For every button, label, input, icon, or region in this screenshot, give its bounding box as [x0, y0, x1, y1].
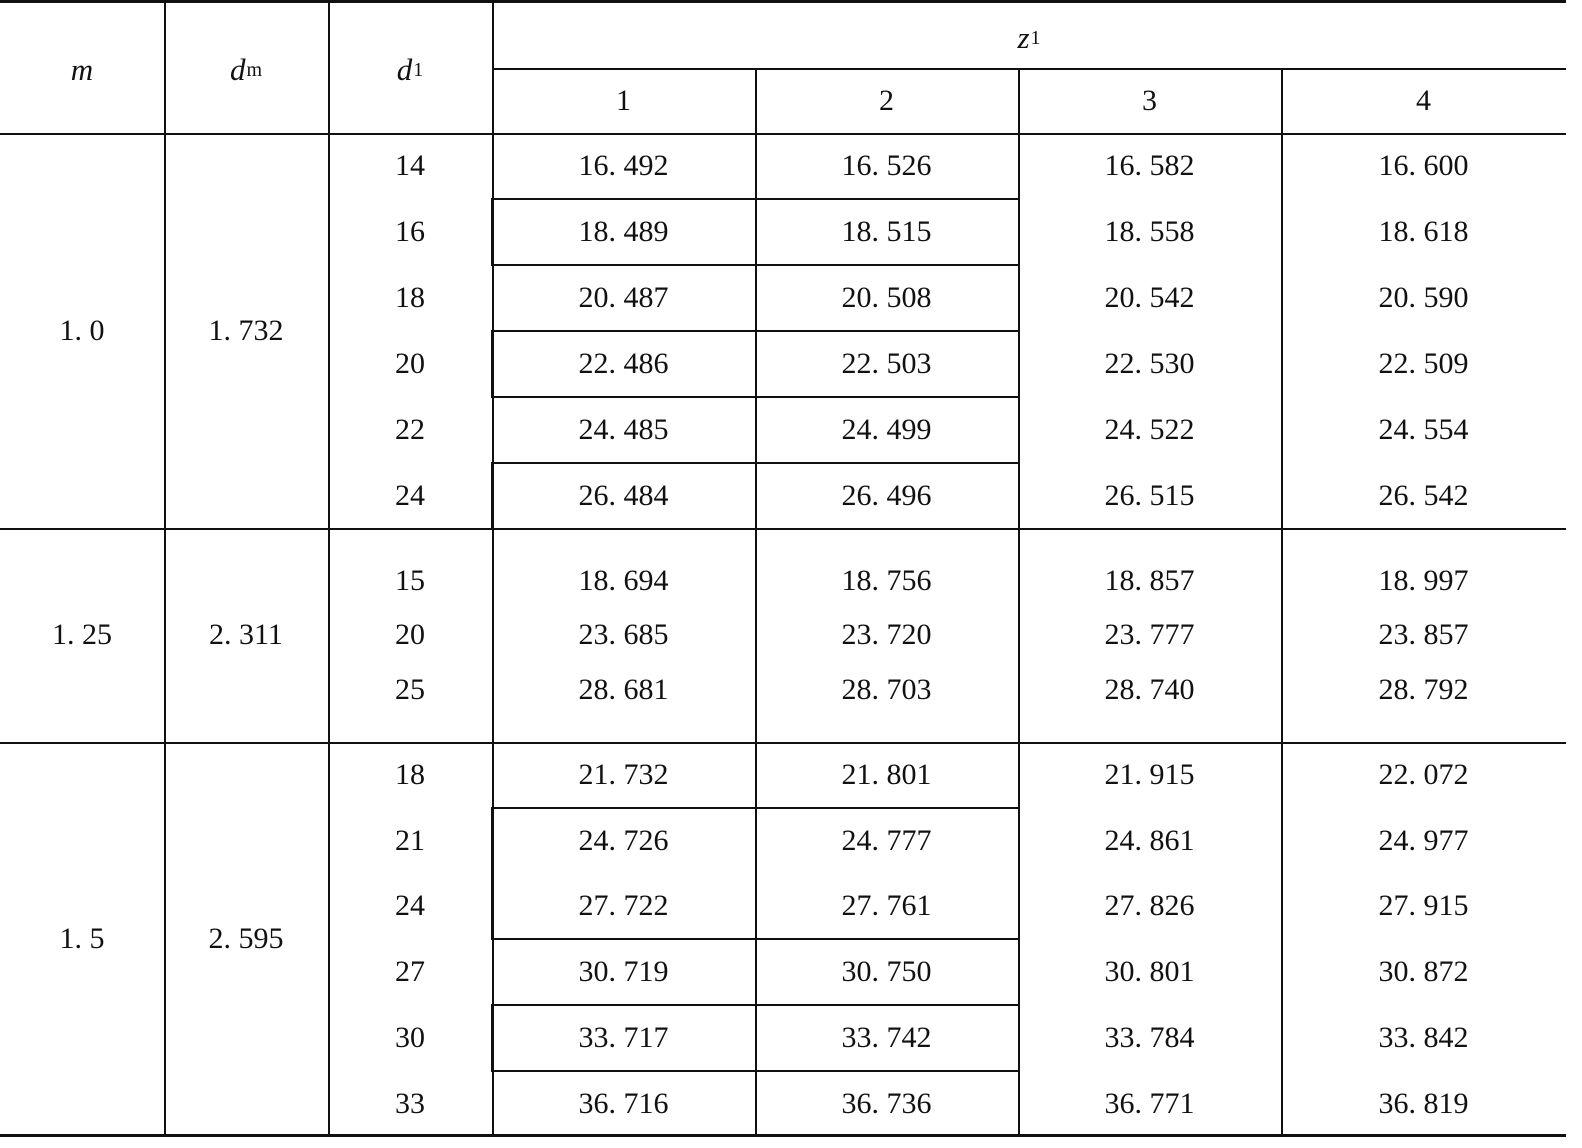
table-cell: 21. 801	[841, 758, 932, 791]
table-cell: 18. 694	[578, 564, 669, 597]
group-divider	[0, 742, 1566, 744]
table-cell: 28. 740	[1104, 673, 1195, 706]
table-cell: 24. 861	[1104, 824, 1195, 857]
z1-value-header: 4	[1416, 84, 1431, 117]
z1-value-header: 1	[616, 84, 631, 117]
header-bottom-rule	[0, 133, 1566, 135]
module-m-value: 1. 25	[52, 618, 112, 651]
dm-value: 2. 311	[209, 618, 283, 651]
top-rule	[0, 0, 1566, 3]
table-cell: 20. 508	[841, 281, 932, 314]
table-cell: 26. 542	[1378, 479, 1469, 512]
module-m-value: 1. 5	[59, 922, 105, 955]
d1-value: 24	[395, 479, 425, 512]
table-cell: 22. 072	[1378, 758, 1469, 791]
table-cell: 26. 484	[578, 479, 669, 512]
table-cell: 23. 685	[578, 618, 669, 651]
z1-value-header: 2	[879, 84, 894, 117]
table-cell: 27. 915	[1378, 889, 1469, 922]
table-cell: 21. 915	[1104, 758, 1195, 791]
d1-value: 33	[395, 1087, 425, 1120]
table-cell: 33. 842	[1378, 1021, 1469, 1054]
table-cell: 33. 742	[841, 1021, 932, 1054]
column-divider	[164, 3, 166, 1134]
table-cell: 28. 703	[841, 673, 932, 706]
table-cell: 24. 554	[1378, 413, 1469, 446]
table-cell: 33. 784	[1104, 1021, 1195, 1054]
table-cell: 27. 722	[578, 889, 669, 922]
table-cell: 18. 558	[1104, 215, 1195, 248]
table-cell: 18. 489	[578, 215, 669, 248]
table-cell: 18. 997	[1378, 564, 1469, 597]
table-cell: 21. 732	[578, 758, 669, 791]
table-cell: 26. 515	[1104, 479, 1195, 512]
d1-value: 20	[395, 618, 425, 651]
table-cell: 30. 872	[1378, 955, 1469, 988]
bottom-rule	[0, 1134, 1566, 1137]
d1-value: 18	[395, 281, 425, 314]
d1-value: 30	[395, 1021, 425, 1054]
table-cell: 22. 503	[841, 347, 932, 380]
table-cell: 36. 819	[1378, 1087, 1469, 1120]
table-cell: 20. 487	[578, 281, 669, 314]
header-m-symbol: m	[70, 52, 94, 87]
header-dm-subscript: m	[246, 58, 263, 81]
table-cell: 27. 826	[1104, 889, 1195, 922]
table-cell: 24. 522	[1104, 413, 1195, 446]
table-cell: 23. 777	[1104, 618, 1195, 651]
d1-value: 15	[395, 564, 425, 597]
header-d1	[328, 45, 492, 95]
table-cell: 28. 792	[1378, 673, 1469, 706]
d1-value: 22	[395, 413, 425, 446]
module-m-value: 1. 0	[59, 313, 105, 347]
table-cell: 33. 717	[578, 1021, 669, 1054]
header-dm-symbol: d	[229, 52, 246, 87]
table-cell: 22. 509	[1378, 347, 1469, 380]
table-cell: 18. 515	[841, 215, 932, 248]
d1-value: 27	[395, 955, 425, 988]
table-cell: 16. 526	[841, 149, 932, 182]
header-z1-symbol: z	[1017, 20, 1030, 55]
z1-subheader-rule	[492, 68, 1566, 70]
table-cell: 30. 750	[841, 955, 932, 988]
table-cell: 28. 681	[578, 673, 669, 706]
dm-value: 2. 595	[208, 922, 284, 955]
table-cell: 23. 720	[841, 618, 932, 651]
table-cell: 24. 977	[1378, 824, 1469, 857]
header-d1-symbol: d	[396, 52, 413, 87]
dm-value: 1. 732	[208, 313, 284, 347]
d1-value: 14	[395, 149, 425, 182]
table-cell: 23. 857	[1378, 618, 1469, 651]
table-cell: 18. 618	[1378, 215, 1469, 248]
header-dm	[164, 45, 328, 95]
table-cell: 16. 600	[1378, 149, 1469, 182]
table-cell: 36. 716	[578, 1087, 669, 1120]
d1-value: 16	[395, 215, 425, 248]
table-cell: 20. 590	[1378, 281, 1469, 314]
d1-value: 25	[395, 673, 425, 706]
table-cell: 36. 771	[1104, 1087, 1195, 1120]
table-cell: 16. 582	[1104, 149, 1195, 182]
table-cell: 22. 486	[578, 347, 669, 380]
group-divider	[0, 528, 1566, 530]
header-d1-subscript: 1	[413, 58, 424, 81]
table-cell: 22. 530	[1104, 347, 1195, 380]
header-z1-subscript: 1	[1030, 26, 1041, 49]
table-cell: 18. 756	[841, 564, 932, 597]
table-cell: 26. 496	[841, 479, 932, 512]
d1-value: 21	[395, 824, 425, 857]
table-cell: 24. 499	[841, 413, 932, 446]
d1-value: 20	[395, 347, 425, 380]
d1-value: 24	[395, 889, 425, 922]
table-cell: 24. 777	[841, 824, 932, 857]
table-cell: 36. 736	[841, 1087, 932, 1120]
d1-value: 18	[395, 758, 425, 791]
table-cell: 27. 761	[841, 889, 932, 922]
table-cell: 20. 542	[1104, 281, 1195, 314]
header-z1	[492, 13, 1566, 63]
table-cell: 24. 485	[578, 413, 669, 446]
z1-value-header: 3	[1142, 84, 1157, 117]
table-cell: 30. 719	[578, 955, 669, 988]
header-m	[0, 45, 164, 95]
table-cell: 24. 726	[578, 824, 669, 857]
table-cell: 18. 857	[1104, 564, 1195, 597]
table-cell: 16. 492	[578, 149, 669, 182]
table-cell: 30. 801	[1104, 955, 1195, 988]
